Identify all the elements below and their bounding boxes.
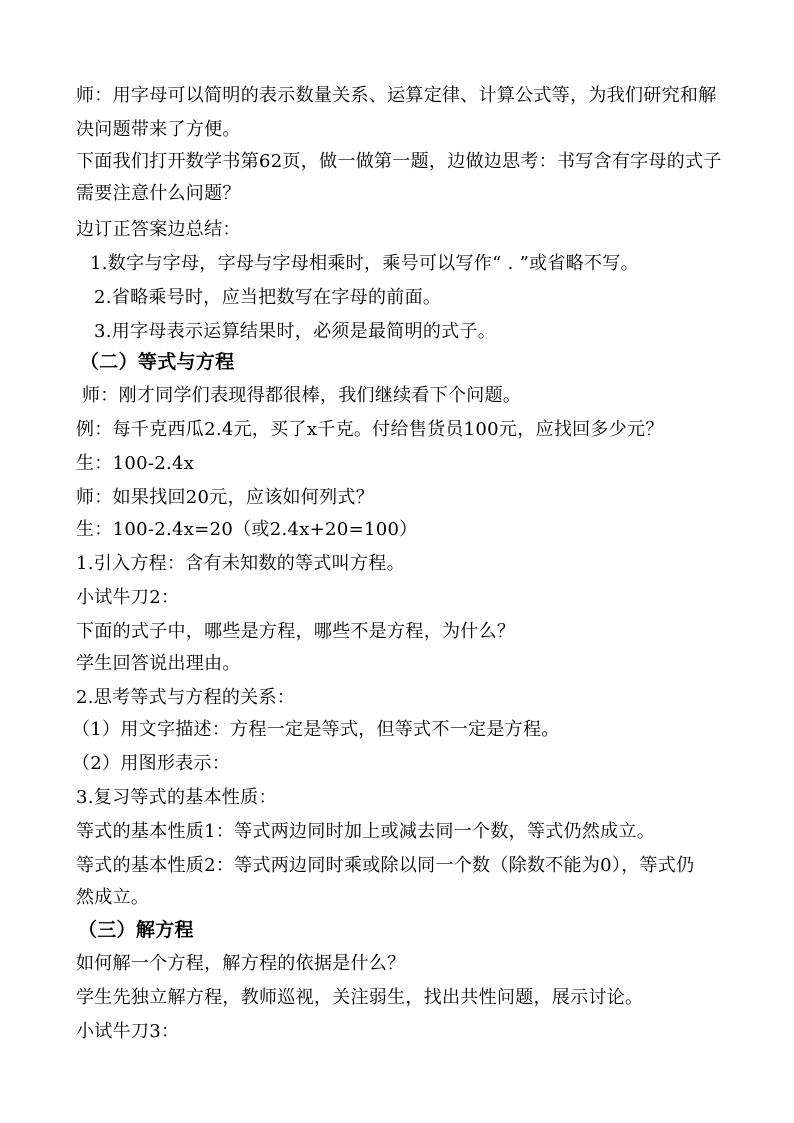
paragraph-line: 小试牛刀2： bbox=[76, 587, 180, 608]
list-item: 3.用字母表示运算结果时，必须是最简明的式子。 bbox=[94, 321, 497, 342]
paragraph-line: 生：100-2.4x=20（或2.4x+20=100） bbox=[76, 519, 418, 540]
paragraph-line: （2）用图形表示： bbox=[72, 753, 231, 774]
paragraph-line: 师：刚才同学们表现得都很棒，我们继续看下个问题。 bbox=[82, 385, 522, 406]
paragraph-line: 决问题带来了方便。 bbox=[76, 119, 241, 140]
paragraph-line: 3.复习等式的基本性质： bbox=[76, 787, 277, 808]
section-heading: （三）解方程 bbox=[78, 919, 194, 941]
paragraph-line: 生：100-2.4x bbox=[76, 453, 195, 474]
paragraph-line: 下面我们打开数学书第62页，做一做第一题，边做边思考：书写含有字母的式子 bbox=[76, 151, 722, 172]
paragraph-line: （1）用文字描述：方程一定是等式，但等式不一定是方程。 bbox=[72, 719, 560, 740]
paragraph-line: 下面的式子中，哪些是方程，哪些不是方程，为什么？ bbox=[76, 621, 516, 642]
paragraph-line: 师：如果找回20元，应该如何列式？ bbox=[76, 487, 375, 508]
paragraph-line: 小试牛刀3： bbox=[76, 1021, 180, 1042]
paragraph-line: 师：用字母可以简明的表示数量关系、运算定律、计算公式等，为我们研究和解 bbox=[76, 85, 717, 106]
paragraph-line: 然成立。 bbox=[76, 887, 150, 908]
paragraph-line: 边订正答案边总结： bbox=[76, 219, 241, 240]
paragraph-line: 1.引入方程：含有未知数的等式叫方程。 bbox=[76, 553, 405, 574]
paragraph-line: 等式的基本性质1：等式两边同时加上或减去同一个数，等式仍然成立。 bbox=[76, 821, 656, 842]
paragraph-line: 2.思考等式与方程的关系： bbox=[76, 687, 296, 708]
paragraph-line: 需要注意什么问题？ bbox=[76, 183, 241, 204]
section-heading: （二）等式与方程 bbox=[80, 351, 235, 373]
paragraph-line: 如何解一个方程，解方程的依据是什么？ bbox=[76, 953, 406, 974]
list-item: 2.省略乘号时，应当把数写在字母的前面。 bbox=[94, 287, 442, 308]
paragraph-line: 等式的基本性质2：等式两边同时乘或除以同一个数（除数不能为0），等式仍 bbox=[76, 855, 695, 876]
paragraph-line: 例：每千克西瓜2.4元，买了x千克。付给售货员100元，应找回多少元？ bbox=[76, 419, 664, 440]
paragraph-line: 学生先独立解方程，教师巡视，关注弱生，找出共性问题，展示讨论。 bbox=[76, 987, 644, 1008]
list-item: 1.数字与字母，字母与字母相乘时，乘号可以写作“ . ”或省略不写。 bbox=[90, 253, 639, 274]
paragraph-line: 学生回答说出理由。 bbox=[76, 653, 241, 674]
